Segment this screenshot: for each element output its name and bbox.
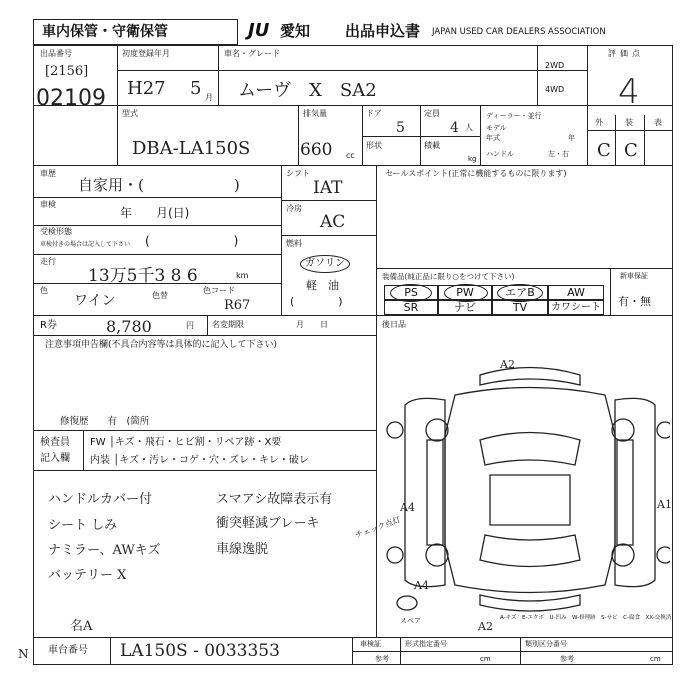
fuel-diesel: 軽 油 (306, 279, 339, 292)
mark-top: A2 (500, 358, 515, 371)
name-change-value: 月 日 (296, 320, 328, 329)
equipment-label: 装備品(純正品に限り○をつけて下さい) (382, 272, 515, 281)
ju-logo: JU (248, 20, 270, 41)
listing-number-bracket: [2156] (45, 64, 89, 79)
shaken-label: 車検 (40, 200, 56, 209)
form-title: 出品申込書 (345, 22, 421, 40)
mileage-unit: km (236, 271, 249, 280)
inspector-label-2: 記入欄 (40, 453, 70, 464)
model-year-model-label: モデル (486, 124, 507, 132)
rating-int-value: C (624, 140, 638, 161)
bottom-format-label: 形式指定番号 (405, 640, 447, 648)
dealer-label: ディーラー・並行 (486, 112, 542, 120)
equipment-sr: SR (384, 300, 438, 315)
airbag-circle (497, 284, 543, 302)
storage-label: 車内保管・守衛保管 (42, 24, 168, 40)
mileage-value: 13万5千3 8 6 (88, 266, 198, 286)
doors-value: 5 (396, 120, 405, 136)
bottom-ref-label-2: 参考 (560, 655, 574, 663)
note-left-1: ハンドルカバー付 (48, 492, 153, 507)
name-change-label: 名変期限 (212, 320, 244, 329)
inspector-fw-row: FW │キズ・飛石・ヒビ割・リペア跡・X要 (90, 437, 282, 448)
note-left-3: ナミラー、AWキズ (48, 543, 161, 558)
equipment-airbag: エアB (492, 285, 548, 300)
registration-label: 初度登録年月 (122, 49, 170, 58)
rating-label: 評価点 (608, 49, 644, 58)
recycle-unit: 円 (186, 321, 194, 330)
note-left-4: バッテリー X (48, 568, 127, 583)
aircon-label: 冷房 (286, 204, 302, 213)
handle-options: 左・右 (548, 150, 569, 158)
inspection-value: ( ) (145, 234, 239, 248)
load-label: 積載 (424, 141, 440, 150)
note-right-2: 衝突軽減ブレーキ (216, 516, 320, 531)
color-code-value: R67 (224, 298, 251, 313)
mark-bottom: A2 (478, 620, 493, 633)
inspection-label: 受検形態 (40, 227, 72, 236)
model-type-value: DBA-LA150S (132, 138, 251, 159)
rating-int-label: 装 (625, 118, 633, 127)
mark-right: A1 (657, 498, 672, 511)
color-code-label: 色コード (203, 286, 235, 295)
note-left-2: シート しみ (48, 518, 118, 533)
rating-ext-value: C (597, 140, 611, 161)
fuel-gasoline: ガソリン (300, 255, 350, 273)
fuel-label: 燃料 (286, 239, 302, 248)
rating-ext-label: 外 (595, 118, 603, 127)
recycle-label: R券 (40, 320, 57, 331)
chassis-mark: N (18, 647, 29, 661)
ju-logo-text: 愛知 (280, 22, 311, 40)
equipment-aw: AW (548, 285, 604, 300)
drive-2wd: 2WD (545, 61, 565, 70)
mark-left: A4 (400, 501, 415, 514)
mileage-label: 走行 (40, 257, 56, 266)
color-repaint-label: 色替 (152, 291, 168, 300)
rear-items-label: 後日品 (382, 320, 406, 329)
rating-value: 4 (618, 72, 640, 112)
chassis-label: 車台番号 (48, 645, 88, 656)
ps-circle (390, 284, 432, 302)
inspector-label-1: 検査員 (40, 437, 70, 448)
load-unit: kg (468, 155, 477, 163)
capacity-value: 4 (450, 120, 459, 136)
shift-label: シフト (286, 169, 310, 178)
model-type-label: 型式 (122, 109, 138, 118)
note-side: チェック点灯 (353, 515, 402, 540)
warranty-label: 新車保証 (620, 272, 648, 280)
association-name: JAPAN USED CAR DEALERS ASSOCIATION (432, 27, 606, 37)
equipment-leather-seat: カワシート (548, 300, 604, 315)
capacity-unit: 人 (465, 123, 473, 132)
recycle-value: 8,780 (106, 317, 152, 336)
registration-month-unit: 月 (205, 93, 213, 102)
model-name-value: ムーヴ X SA2 (238, 80, 377, 101)
shift-value: IAT (313, 178, 343, 198)
color-value: ワイン (74, 293, 116, 309)
chassis-scribble: 名A (70, 619, 93, 634)
listing-number-label: 出品番号 (40, 49, 72, 58)
rating-third-label: 表 (654, 118, 662, 127)
mark-lower-left: A4 (414, 579, 429, 592)
shaken-value: 年 月(日) (120, 206, 190, 220)
chassis-value: LA150S - 0033353 (120, 641, 280, 661)
bottom-class-label: 類別区分番号 (525, 640, 567, 648)
usage-label: 車歴 (40, 169, 56, 178)
registration-era-year: H27 (127, 78, 166, 99)
equipment-ps: PS (384, 285, 438, 300)
capacity-label: 定員 (424, 109, 440, 118)
doors-label: ドア (366, 109, 382, 118)
displacement-value: 660 (300, 140, 333, 160)
bottom-ref-label-1: 参考 (375, 655, 389, 663)
displacement-unit: cc (346, 151, 355, 160)
shape-label: 形状 (366, 141, 382, 150)
pw-circle (444, 284, 488, 302)
inspector-interior-row: 内装 │キズ・汚レ・コゲ・穴・ズレ・キレ・破レ (90, 455, 309, 466)
model-name-label: 車名・グレード (224, 49, 280, 58)
drive-4wd: 4WD (545, 85, 565, 94)
usage-value: 自家用・( ) (78, 176, 240, 194)
note-right-1: スマアシ故障表示有 (216, 492, 333, 507)
displacement-label: 排気量 (303, 109, 327, 118)
model-year-unit: 年 (568, 134, 575, 142)
aircon-value: AC (320, 212, 346, 232)
notes-header: 注意事項申告欄(不具合内容等は具体的に記入して下さい) (45, 340, 278, 350)
note-right-3: 車線逸脱 (216, 542, 269, 557)
fuel-paren: ( ) (290, 295, 343, 308)
equipment-pw: PW (438, 285, 492, 300)
equipment-tv: TV (492, 300, 548, 315)
color-label: 色 (40, 286, 48, 295)
listing-number: 02109 (36, 86, 106, 111)
warranty-value: 有・無 (618, 295, 651, 308)
bottom-cm-1: cm (480, 655, 491, 663)
handle-label: ハンドル (486, 150, 514, 158)
damage-legend: A-キズ E-エクボ U-凹み W-修理跡 S-サビ C-腐食 XX-交換済 (500, 615, 672, 621)
inspection-note: 車検付きの場合は記入して下さい (40, 241, 131, 248)
repair-history: 修復歴 有 (箇所 (60, 416, 150, 427)
sales-point-label: セールスポイント(正常に機能するものに限ります) (385, 169, 567, 178)
bottom-inspection-label: 車検証 (360, 640, 381, 648)
equipment-navi: ナビ (438, 300, 492, 315)
model-year-label: 年式 (486, 134, 500, 142)
bottom-cm-2: cm (650, 655, 661, 663)
spare-label: スペア (400, 617, 421, 625)
registration-month: 5 (190, 78, 202, 99)
